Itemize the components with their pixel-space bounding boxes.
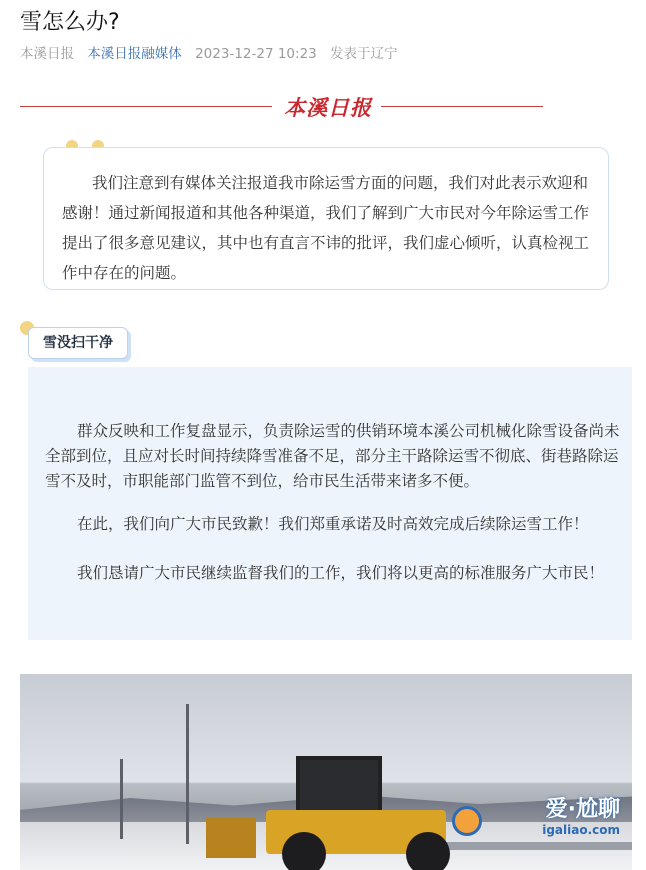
section-panel	[28, 367, 632, 640]
newspaper-logo: 本溪日报	[284, 95, 372, 120]
publish-datetime: 2023-12-27 10:23	[195, 46, 317, 62]
title-line-clipped	[20, 0, 630, 8]
bridge-railing	[440, 842, 632, 850]
intro-text: 我们注意到有媒体关注报道我市除运雪方面的问题，我们对此表示欢迎和感谢！通过新闻报道和其他各种渠道，我们了解到广大市民对今年除运雪工作提出了很多意见建议，其中也有直言不讳的批评，我们虚心倾听，认真检视工作中存在的问题。	[62, 174, 590, 282]
paragraph-2: 在此，我们向广大市民致歉！我们郑重承诺及时高效完成后续除运雪工作！	[77, 515, 589, 533]
source-name: 本溪日报	[20, 46, 74, 62]
intro-box	[43, 147, 609, 290]
paragraph-3: 我们恳请广大市民继续监督我们的工作，我们将以更高的标准服务广大市民！	[77, 564, 605, 582]
account-link[interactable]: 本溪日报融媒体	[87, 46, 182, 62]
street-lamp	[186, 704, 189, 844]
watermark-url: igaliao.com	[542, 823, 620, 837]
publish-location: 发表于辽宁	[330, 46, 398, 62]
article-title	[20, 0, 630, 38]
watermark	[542, 792, 620, 837]
article-photo	[20, 674, 632, 870]
watermark-main: 爱·尬聊	[545, 797, 620, 822]
snow-loader-icon	[206, 752, 466, 870]
divider-right	[381, 106, 543, 107]
watermark-logo-icon	[452, 806, 482, 836]
street-lamp	[120, 759, 123, 839]
section-tag: 雪没扫干净	[28, 327, 128, 359]
divider-left	[20, 106, 272, 107]
paragraph-1: 群众反映和工作复盘显示，负责除运雪的供销环境本溪公司机械化除雪设备尚未全部到位，且应对长时间持续降雪准备不足，部分主干路除运雪不彻底、街巷路除运雪不及时，市职能部门监管不到位，给市民生活带来诸多不便。	[45, 422, 620, 490]
article-meta	[20, 42, 407, 62]
title-line-2: 雪怎么办?	[20, 10, 120, 35]
